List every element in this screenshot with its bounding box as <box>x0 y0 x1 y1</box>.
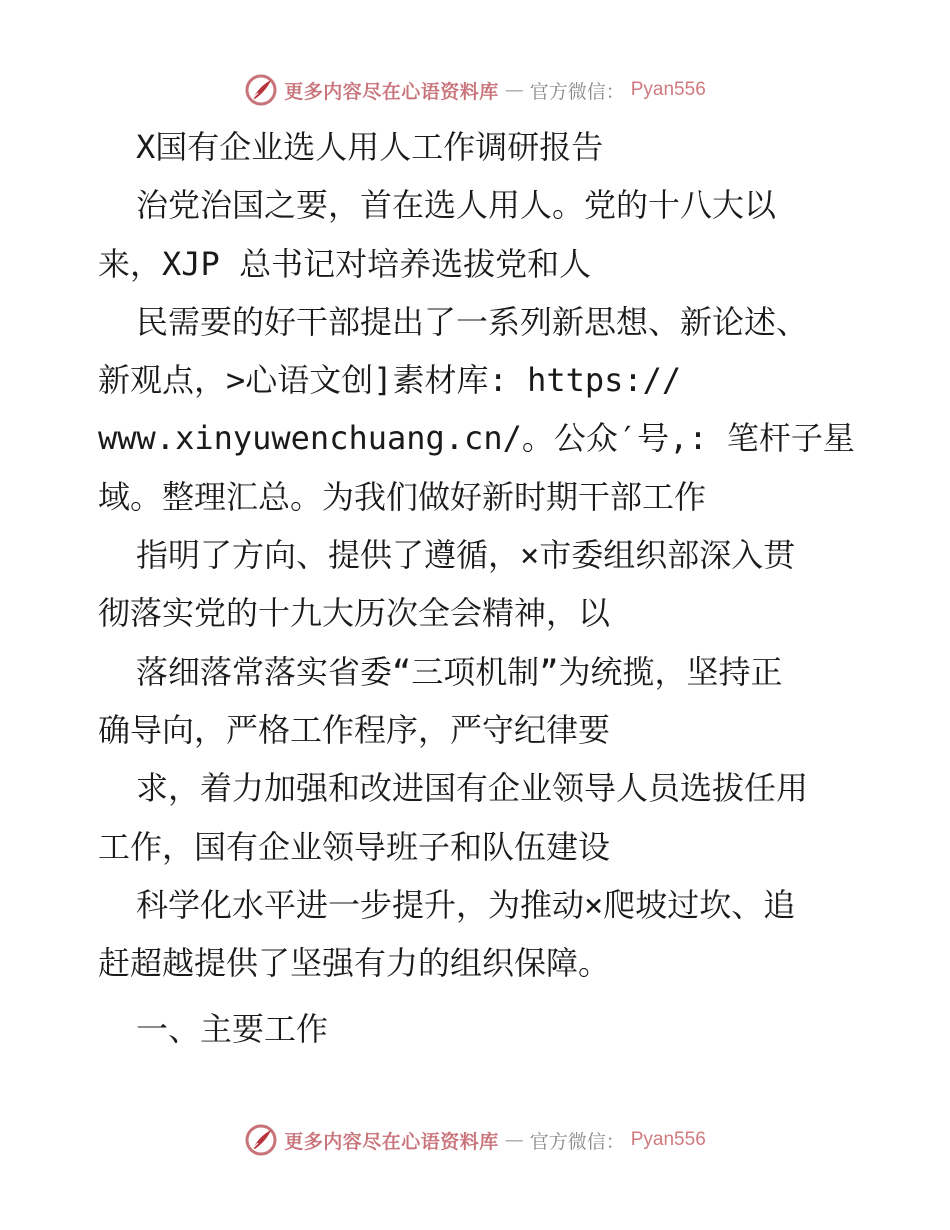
banner-official-label: 官方微信： <box>529 1130 625 1153</box>
paragraph-line: www.xinyuwenchuang.cn/。公众′号,: 笔杆子星 <box>98 419 855 458</box>
paragraph-line: 民需要的好干部提出了一系列新思想、新论述、 <box>136 302 809 341</box>
paragraph-line: 确导向，严格工作程序，严守纪律要 <box>98 710 611 749</box>
banner-wechat-id: Pyan556 <box>630 1129 706 1150</box>
header-banner <box>0 70 950 110</box>
section-heading: 一、主要工作 <box>136 1010 329 1049</box>
banner-wechat-id: Pyan556 <box>630 79 706 100</box>
quill-pen-logo-icon <box>244 73 278 107</box>
quill-pen-logo-icon <box>244 1123 278 1157</box>
paragraph-line: 落细落常落实省委“三项机制”为统揽，坚持正 <box>136 652 783 691</box>
paragraph-line: 域。整理汇总。为我们做好新时期干部工作 <box>98 477 707 516</box>
paragraph-line: 指明了方向、提供了遵循，×市委组织部深入贯 <box>136 536 796 575</box>
banner-dash: — <box>504 79 524 101</box>
paragraph-line: 来，XJP 总书记对培养选拔党和人 <box>98 244 592 283</box>
paragraph-line: 科学化水平进一步提升，为推动×爬坡过坎、追 <box>136 885 796 924</box>
paragraph-line: 工作，国有企业领导班子和队伍建设 <box>98 827 611 866</box>
paragraph-line: 彻落实党的十九大历次全会精神，以 <box>98 594 611 633</box>
banner-brand-text: 更多内容尽在心语资料库 <box>284 1130 499 1153</box>
paragraph-line: 求，着力加强和改进国有企业领导人员选拔任用 <box>136 769 809 808</box>
banner-dash: — <box>504 1129 524 1151</box>
footer-banner <box>0 1120 950 1160</box>
document-body <box>98 118 858 1059</box>
paragraph-line: 治党治国之要，首在选人用人。党的十八大以 <box>136 186 777 225</box>
paragraph-line: 新观点，>心语文创]素材库: https:// <box>98 361 682 400</box>
banner-official-label: 官方微信： <box>529 80 625 103</box>
banner-brand-text: 更多内容尽在心语资料库 <box>284 80 499 103</box>
paragraph-line: 赶超越提供了坚强有力的组织保障。 <box>98 944 611 983</box>
document-title: X国有企业选人用人工作调研报告 <box>136 128 604 166</box>
